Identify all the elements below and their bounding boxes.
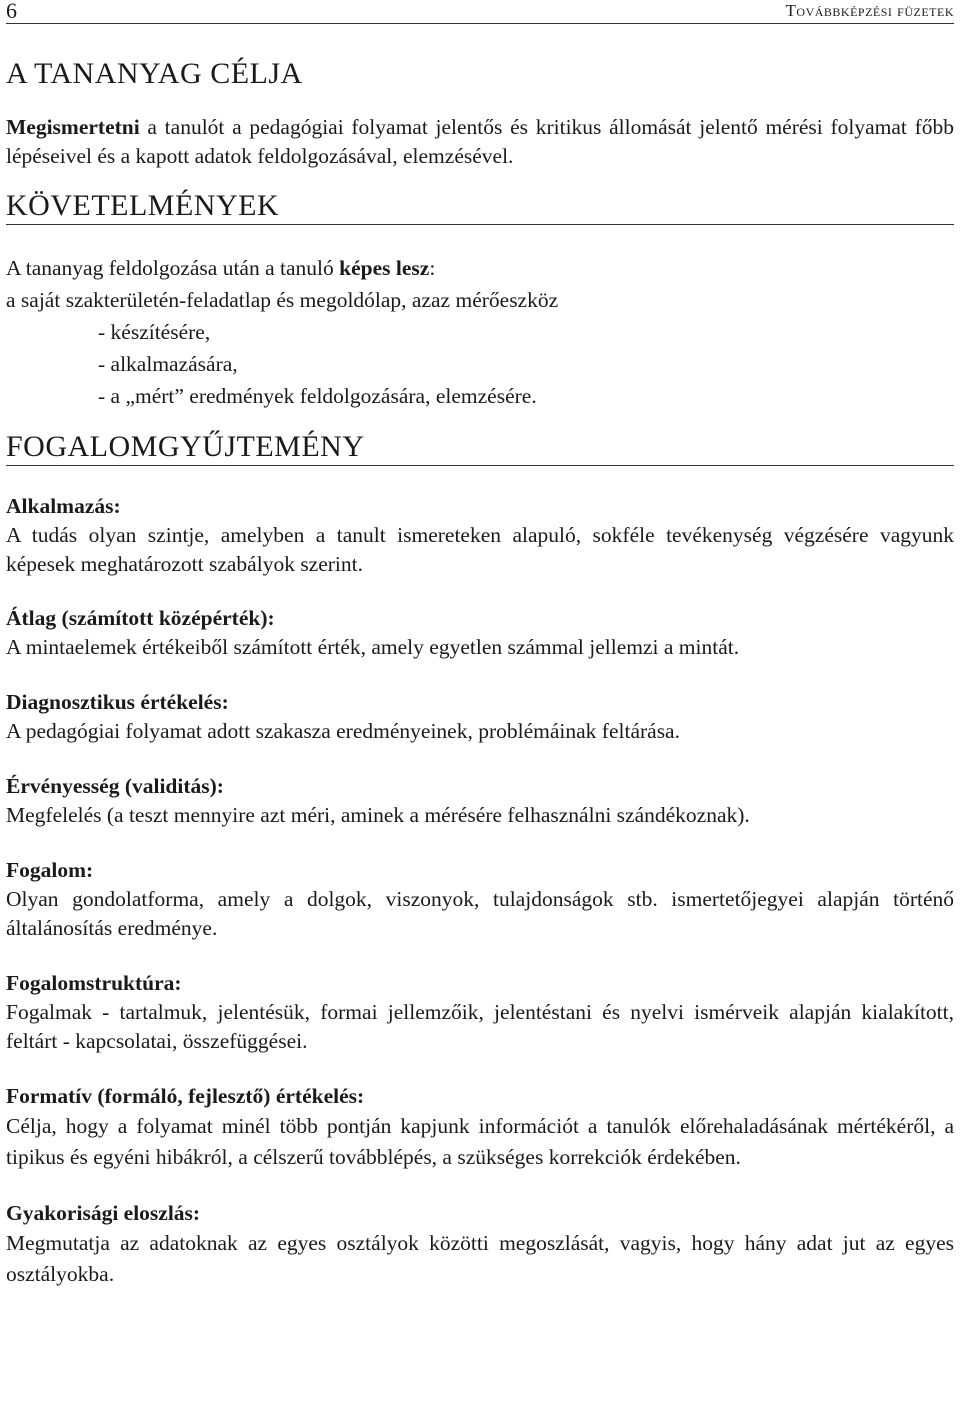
glossary-term: Alkalmazás: bbox=[6, 494, 121, 518]
glossary-entry bbox=[6, 492, 954, 579]
glossary-entry bbox=[6, 604, 954, 662]
page-number: 6 bbox=[6, 0, 17, 23]
glossary-definition: Megfelelés (a teszt mennyire azt méri, aminek a mérésére felhasználni szándékoznak). bbox=[6, 803, 750, 827]
glossary-entry bbox=[6, 1199, 954, 1290]
list-item: - alkalmazására, bbox=[98, 352, 238, 376]
requirements-intro-suffix: : bbox=[429, 256, 436, 280]
list-item: - készítésére, bbox=[98, 320, 211, 344]
requirements-line: a saját szakterületén-feladatlap és megoldólap, azaz mérőeszköz bbox=[6, 288, 559, 312]
glossary-term: Gyakorisági eloszlás: bbox=[6, 1201, 201, 1225]
glossary-term: Diagnosztikus értékelés: bbox=[6, 690, 229, 714]
glossary-definition: A pedagógiai folyamat adott szakasza eredményeinek, problémáinak feltárása. bbox=[6, 719, 680, 743]
journal-title: Továbbképzési füzetek bbox=[785, 1, 954, 20]
glossary-definition: A mintaelemek értékeiből számított érték, amely egyetlen számmal jellemzi a mintát. bbox=[6, 635, 740, 659]
glossary-heading: FOGALOMGYŰJTEMÉNY bbox=[6, 429, 954, 466]
glossary-term: Érvényesség (validitás): bbox=[6, 774, 224, 798]
glossary-entry bbox=[6, 688, 954, 746]
requirements-intro-bold: képes lesz bbox=[339, 256, 430, 280]
list-item: - a „mért” eredmények feldolgozására, elemzésére. bbox=[98, 384, 537, 408]
glossary-term: Fogalom: bbox=[6, 858, 94, 882]
glossary-entry bbox=[6, 969, 954, 1056]
requirements-list bbox=[6, 316, 954, 412]
goal-lead-word: Megismertetni bbox=[6, 115, 140, 139]
glossary-definition: Célja, hogy a folyamat minél több pontján kapjunk információt a tanulók előrehaladásának mértékéről, a tipikus és egyéni hibákról, a célszerű továbblépés, a szükséges korrekciók érdekében. bbox=[6, 1114, 954, 1169]
glossary-term: Formatív (formáló, fejlesztő) értékelés: bbox=[6, 1084, 365, 1108]
goal-paragraph bbox=[6, 113, 954, 171]
glossary-term: Átlag (számított középérték): bbox=[6, 606, 275, 630]
running-header bbox=[6, 0, 954, 24]
requirements-intro bbox=[6, 252, 954, 284]
glossary-entry bbox=[6, 1082, 954, 1173]
glossary-entry bbox=[6, 856, 954, 943]
glossary-definition: Fogalmak - tartalmuk, jelentésük, formai jellemzőik, jelentéstani és nyelvi ismérveik alapján kialakított, feltárt - kapcsolatai, összefüggései. bbox=[6, 1000, 954, 1053]
glossary-term: Fogalomstruktúra: bbox=[6, 971, 182, 995]
glossary-definition: Megmutatja az adatoknak az egyes osztályok közötti megoszlását, vagyis, hogy hány adat jut az egyes osztályokba. bbox=[6, 1231, 954, 1286]
requirements-heading: KÖVETELMÉNYEK bbox=[6, 188, 954, 225]
glossary-entry bbox=[6, 772, 954, 830]
goal-heading: A TANANYAG CÉLJA bbox=[6, 57, 303, 90]
goal-text: a tanulót a pedagógiai folyamat jelentős és kritikus állomását jelentő mérési folyamat főbb lépéseivel és a kapott adatok feldolgozásával, elemzésével. bbox=[6, 115, 954, 168]
glossary-definition: A tudás olyan szintje, amelyben a tanult ismereteken alapuló, sokféle tevékenység végzésére vagyunk képesek meghatározott szabályok szerint. bbox=[6, 523, 954, 576]
glossary-definition: Olyan gondolatforma, amely a dolgok, viszonyok, tulajdonságok stb. ismertetőjegyei alapján történő általánosítás eredménye. bbox=[6, 887, 954, 940]
requirements-intro-prefix: A tananyag feldolgozása után a tanuló bbox=[6, 256, 340, 280]
